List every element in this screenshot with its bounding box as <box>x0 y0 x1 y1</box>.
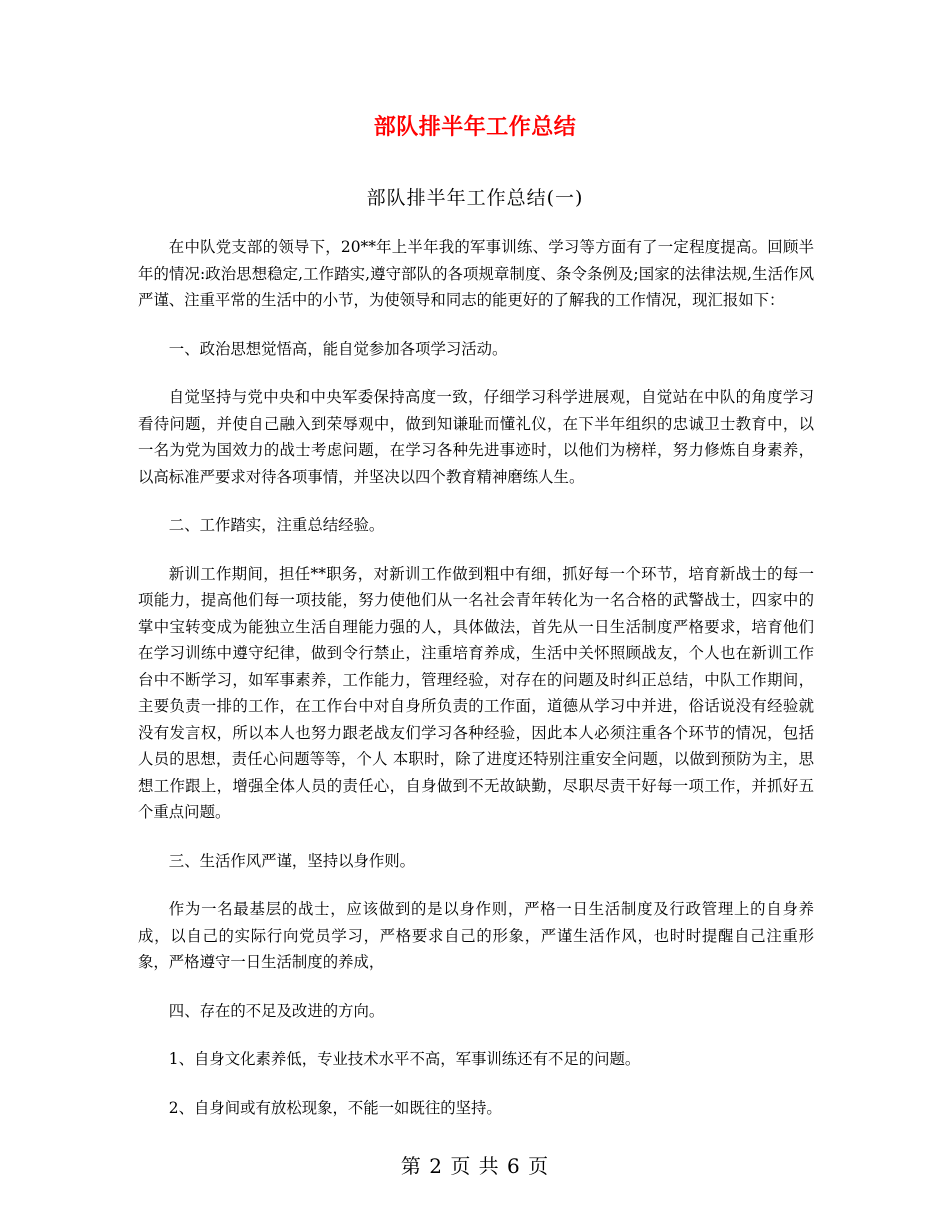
document-body <box>138 234 814 1143</box>
paragraph-section-1: 自觉坚持与党中央和中央军委保持高度一致，仔细学习科学进展观，自觉站在中队的角度学习看待问题，并使自己融入到荣辱观中，做到知谦耻而懂礼仪，在下半年组织的忠诚卫士教育中，以一名为党为国效力的战士考虑问题，在学习各种先进事迹时，以他们为榜样，努力修炼自身素养，以高标准严要求对待各项事情，并坚决以四个教育精神磨练人生。 <box>138 388 814 486</box>
paragraph-intro: 在中队党支部的领导下，20**年上半年我的军事训练、学习等方面有了一定程度提高。回顾半年的情况:政治思想稳定,工作踏实,遵守部队的各项规章制度、条令条例及;国家的法律法规,生活作风严谨、注重平常的生活中的小节，为使领导和同志的能更好的了解我的工作情况，现汇报如下： <box>138 238 814 309</box>
paragraph-section-3: 作为一名最基层的战士，应该做到的是以身作则，严格一日生活制度及行政管理上的自身养成，以自己的实际行向党员学习，严格要求自己的形象，严谨生活作风，也时时提醒自己注重形象，严格遵守一日生活制度的养成， <box>138 900 814 971</box>
list-item: 1、自身文化素养低，专业技术水平不高，军事训练还有不足的问题。 <box>168 1050 641 1068</box>
document-subtitle: 部队排半年工作总结(一) <box>366 187 584 209</box>
section-heading-4: 四、存在的不足及改进的方向。 <box>168 1001 385 1020</box>
section-heading-1: 一、政治思想觉悟高，能自觉参加各项学习活动。 <box>168 339 508 358</box>
section-heading-2: 二、工作踏实，注重总结经验。 <box>168 516 385 534</box>
section-heading-3: 三、生活作风严谨，坚持以身作则。 <box>168 851 416 870</box>
document-title: 部队排半年工作总结 <box>373 115 577 140</box>
list-item: 2、自身间或有放松现象，不能一如既往的坚持。 <box>168 1098 502 1117</box>
paragraph-section-2: 新训工作期间，担任**职务，对新训工作做到粗中有细，抓好每一个环节，培育新战士的每一项能力，提高他们每一项技能，努力使他们从一名社会青年转化为一名合格的武警战士，四家中的掌中宝转变成为能独立生活自理能力强的人，具体做法，首先从一日生活制度严格要求，培育他们在学习训练中遵守纪律，做到令行禁止，注重培育养成，生活中关怀照顾战友，个人也在新训工作台中不断学习，如军事素养，工作能力，管理经验，对存在的问题及时纠正总结，中队工作期间，主要负责一排的工作，在工作台中对自身所负责的工作面，道德从学习中并进，俗话说没有经验就没有发言权，所以本人也努力跟老战友们学习各种经验，因此本人必须注重各个环节的情况，包括人员的思想，责任心问题等等，个人 本职时，除了进度还特别注重安全问题，以做到预防为主，思想工作跟上，增强全体人员的责任心，自身做到不无故缺勤，尽职尽责干好每一项工作，并抓好五个重点问题。 <box>138 564 814 821</box>
page-number-footer: 第 2 页 共 6 页 <box>400 1154 550 1178</box>
